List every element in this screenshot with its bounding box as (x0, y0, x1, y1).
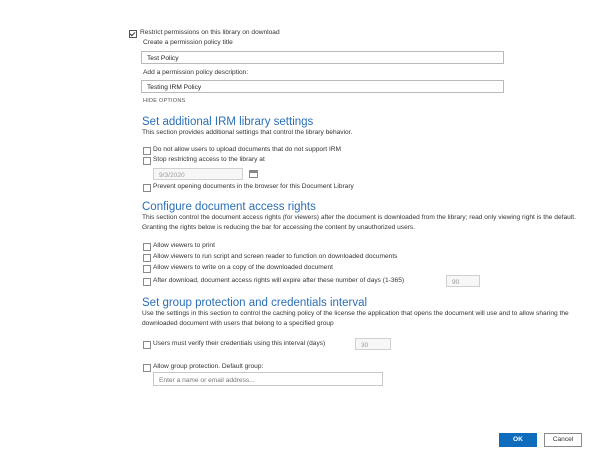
access-rights-heading: Configure document access rights (142, 201, 316, 213)
verify-credentials-label: Users must verify their credentials using this interval (days) (153, 340, 326, 347)
policy-description-input[interactable] (141, 80, 504, 93)
ok-button[interactable]: OK (499, 433, 537, 447)
prevent-browser-open-checkbox[interactable] (143, 184, 151, 192)
policy-title-value: Test Policy (147, 55, 179, 62)
verify-credentials-checkbox[interactable] (143, 341, 151, 349)
default-group-input[interactable] (153, 372, 383, 386)
group-protection-label: Allow group protection. Default group: (153, 363, 264, 370)
policy-title-label: Create a permission policy title (143, 39, 233, 46)
access-expire-checkbox[interactable] (143, 278, 151, 286)
prevent-browser-open-label: Prevent opening documents in the browser for this Document Library (153, 183, 354, 190)
verify-interval-value: 30 (361, 341, 369, 349)
expire-days-value: 90 (452, 278, 460, 286)
allow-script-checkbox[interactable] (143, 254, 151, 262)
allow-print-checkbox[interactable] (143, 243, 151, 251)
policy-title-input[interactable] (141, 51, 504, 64)
hide-options-link[interactable]: HIDE OPTIONS (143, 98, 186, 104)
cancel-button[interactable]: Cancel (544, 433, 582, 447)
allow-script-label: Allow viewers to run script and screen reader to function on downloaded documents (153, 253, 398, 260)
policy-description-value: Testing IRM Policy (147, 84, 202, 91)
policy-description-label: Add a permission policy description: (143, 69, 249, 76)
restriction-date-input[interactable] (153, 168, 243, 180)
no-upload-unsupported-label: Do not allow users to upload documents that do not support IRM (153, 146, 342, 153)
restrict-permissions-checkbox[interactable] (129, 30, 137, 38)
irm-settings-heading: Set additional IRM library settings (142, 116, 314, 128)
restriction-date-value: 9/3/2020 (159, 171, 185, 179)
group-protection-description: Use the settings in this section to control the caching policy of the license the application that opens the document will use and to allow sharing the downloaded document with users that belong to a specified group (142, 310, 569, 327)
expire-days-input[interactable] (446, 275, 480, 287)
default-group-placeholder: Enter a name or email address... (159, 376, 255, 384)
restrict-permissions-label: Restrict permissions on this library on download (140, 29, 280, 36)
access-rights-description: This section control the document access rights (for viewers) after the document is downloaded from the library; read only viewing right is the default. Granting the rights below is reducing the bar for accessing the content by unauthorized users. (142, 214, 576, 231)
allow-write-copy-checkbox[interactable] (143, 265, 151, 273)
calendar-icon[interactable] (249, 170, 258, 178)
stop-restricting-checkbox[interactable] (143, 157, 151, 165)
access-expire-label: After download, document access rights will expire after these number of days (1-365) (153, 277, 405, 284)
group-protection-heading: Set group protection and credentials interval (142, 297, 368, 309)
irm-settings-description: This section provides additional settings that control the library behavior. (142, 129, 353, 136)
stop-restricting-label: Stop restricting access to the library at (153, 156, 265, 163)
allow-print-label: Allow viewers to print (153, 242, 215, 249)
allow-write-copy-label: Allow viewers to write on a copy of the downloaded document (153, 264, 333, 271)
verify-interval-input[interactable] (355, 338, 391, 350)
no-upload-unsupported-checkbox[interactable] (143, 147, 151, 155)
group-protection-checkbox[interactable] (143, 364, 151, 372)
